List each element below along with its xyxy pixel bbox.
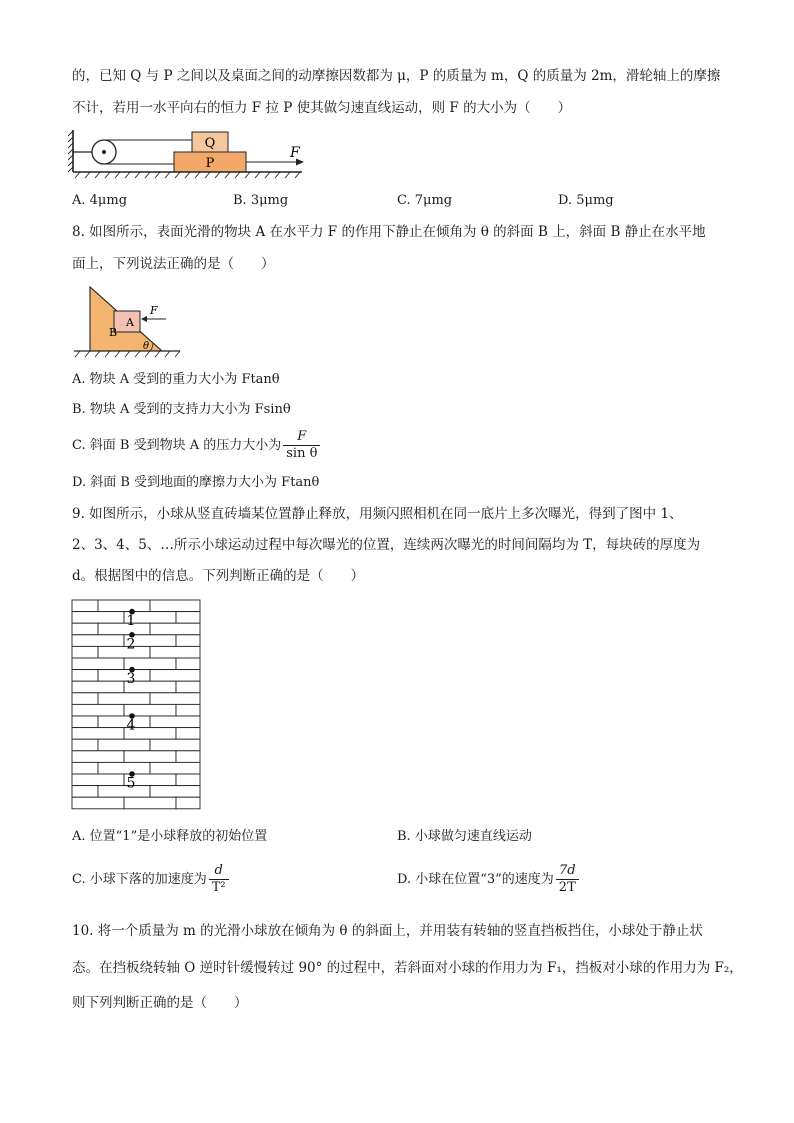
brick bbox=[150, 600, 200, 612]
q8-option-c-fraction bbox=[283, 429, 320, 462]
q9-text-line3: d。根据图中的信息。下列判断正确的是（ ） bbox=[72, 568, 365, 584]
q8-option-c-text: C. 斜面 B 受到物块 A 的压力大小为 bbox=[72, 438, 282, 453]
q9-option-b: B. 小球做匀速直线运动 bbox=[397, 829, 532, 844]
brick bbox=[72, 612, 124, 624]
q8-text-line2: 面上，下列说法正确的是（ ） bbox=[72, 256, 275, 272]
brick bbox=[176, 751, 200, 763]
brick bbox=[72, 728, 124, 740]
q7-p-label: P bbox=[205, 156, 215, 171]
q9-option-d-text: D. 小球在位置“3”的速度为 bbox=[397, 872, 554, 887]
brick bbox=[72, 751, 124, 763]
q8-option-d: D. 斜面 B 受到地面的摩擦力大小为 Ftanθ bbox=[72, 475, 320, 490]
q9-text-line2: 2、3、4、5、…所示小球运动过程中每次曝光的位置，连续两次曝光的时间间隔均为 T，每块砖的厚度为 bbox=[72, 537, 701, 553]
ball-position-label: 1 bbox=[126, 613, 136, 630]
brick bbox=[72, 704, 124, 716]
brick bbox=[150, 786, 200, 798]
brick bbox=[176, 704, 200, 716]
brick bbox=[98, 716, 150, 728]
brick bbox=[176, 797, 200, 809]
q10-text-line2: 态。在挡板绕转轴 O 逆时针缓慢转过 90° 的过程中，若斜面对小球的作用力为 F₁，挡板对小球的作用力为 F₂， bbox=[72, 960, 743, 976]
brick bbox=[72, 670, 98, 682]
q8-option-a: A. 物块 A 受到的重力大小为 Ftanθ bbox=[72, 372, 280, 387]
q9-option-c bbox=[72, 858, 231, 902]
q8-angle-label: θ bbox=[143, 341, 150, 352]
q7-option-b: B. 3μmg bbox=[233, 193, 289, 208]
brick bbox=[72, 623, 98, 635]
brick bbox=[176, 658, 200, 670]
brick bbox=[150, 670, 200, 682]
brick bbox=[98, 646, 150, 658]
q9-option-d-fraction bbox=[556, 863, 579, 896]
ball-position-label: 4 bbox=[126, 717, 136, 734]
q7-pulley-figure bbox=[68, 126, 308, 184]
q8-option-c-numerator: F bbox=[283, 429, 320, 446]
q7-text-line2: 不计，若用一水平向右的恒力 F 拉 P 使其做匀速直线运动，则 F 的大小为（ ） bbox=[72, 100, 572, 116]
q7-option-d: D. 5μmg bbox=[558, 193, 614, 208]
ball-position-label: 3 bbox=[126, 671, 136, 688]
q8-text-line1: 8. 如图所示，表面光滑的物块 A 在水平力 F 的作用下静止在倾角为 θ 的斜面 B 上，斜面 B 静止在水平地 bbox=[72, 224, 706, 240]
q8-option-b: B. 物块 A 受到的支持力大小为 Fsinθ bbox=[72, 402, 291, 417]
q7-text-line1: 的，已知 Q 与 P 之间以及桌面之间的动摩擦因数都为 μ，P 的质量为 m，Q 的质量为 2m，滑轮轴上的摩擦 bbox=[72, 68, 721, 84]
q7-q-label: Q bbox=[204, 136, 216, 151]
brick bbox=[98, 600, 150, 612]
brick bbox=[72, 600, 98, 612]
brick bbox=[150, 693, 200, 705]
brick bbox=[176, 728, 200, 740]
q10-text-line3: 则下列判断正确的是（ ） bbox=[72, 995, 248, 1011]
q10-text-line1: 10. 将一个质量为 m 的光滑小球放在倾角为 θ 的斜面上，并用装有转轴的竖直挡板挡住，小球处于静止状 bbox=[72, 923, 703, 939]
brick bbox=[72, 646, 98, 658]
brick bbox=[72, 739, 98, 751]
q9-option-d-denominator: 2T bbox=[558, 880, 576, 895]
q9-option-a: A. 位置“1”是小球释放的初始位置 bbox=[72, 829, 268, 844]
brick bbox=[72, 716, 98, 728]
q9-text-line1: 9. 如图所示，小球从竖直砖墙某位置静止释放，用频闪照相机在同一底片上多次曝光，得到了图中 1、 bbox=[72, 506, 683, 522]
brick bbox=[98, 739, 150, 751]
brick bbox=[72, 774, 124, 786]
brick bbox=[72, 786, 98, 798]
q9-option-c-denominator: T² bbox=[211, 880, 226, 895]
brick bbox=[72, 693, 98, 705]
ball-position-label: 2 bbox=[126, 636, 136, 653]
brick bbox=[150, 739, 200, 751]
brick bbox=[72, 658, 124, 670]
q8-option-c bbox=[72, 424, 322, 468]
ball-position-label: 5 bbox=[126, 775, 136, 792]
q7-option-c: C. 7μmg bbox=[397, 193, 453, 208]
q8-incline-figure bbox=[70, 283, 185, 358]
brick bbox=[124, 751, 176, 763]
brick bbox=[150, 716, 200, 728]
brick bbox=[72, 635, 124, 647]
q7-option-a: A. 4μmg bbox=[72, 193, 128, 208]
brick bbox=[176, 681, 200, 693]
brick bbox=[98, 693, 150, 705]
q9-option-c-numerator: d bbox=[209, 863, 229, 880]
q9-option-c-text: C. 小球下落的加速度为 bbox=[72, 872, 207, 887]
brick bbox=[98, 623, 150, 635]
brick bbox=[72, 762, 98, 774]
q9-option-c-fraction bbox=[209, 863, 229, 896]
brick bbox=[150, 646, 200, 658]
brick bbox=[176, 774, 200, 786]
brick bbox=[98, 670, 150, 682]
brick bbox=[176, 612, 200, 624]
q8-a-label: A bbox=[126, 316, 134, 329]
q8-option-c-denominator: sin θ bbox=[286, 446, 318, 461]
brick bbox=[72, 681, 124, 693]
brick bbox=[176, 635, 200, 647]
q8-b-label: B bbox=[108, 326, 118, 339]
brick bbox=[124, 797, 176, 809]
brick bbox=[98, 762, 150, 774]
q7-force-label: F bbox=[290, 145, 300, 161]
brick bbox=[72, 797, 124, 809]
brick bbox=[98, 786, 150, 798]
brick bbox=[150, 623, 200, 635]
q8-force-label: F bbox=[150, 304, 158, 317]
q9-option-d-numerator: 7d bbox=[556, 863, 579, 880]
brick bbox=[150, 762, 200, 774]
q9-brick-wall-figure bbox=[70, 599, 202, 813]
q9-option-d bbox=[397, 858, 581, 902]
